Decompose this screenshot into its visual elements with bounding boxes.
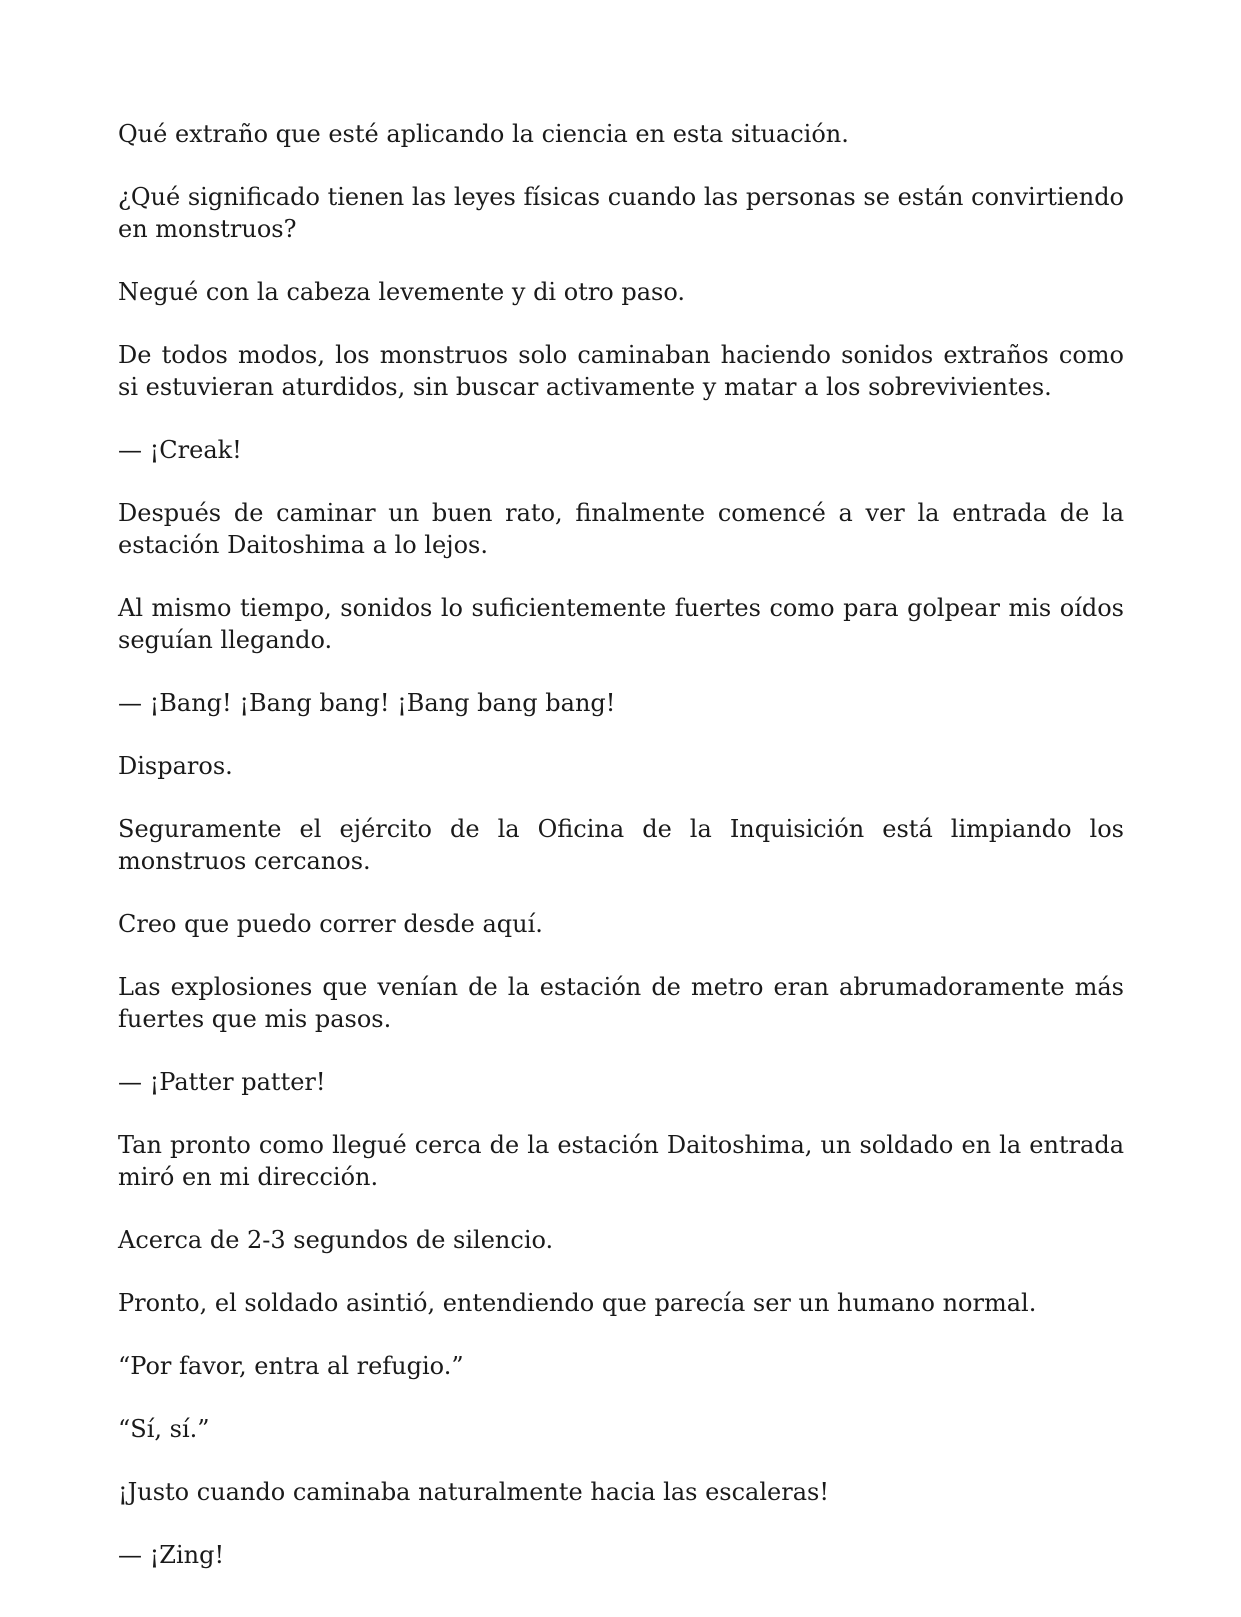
paragraph: Al mismo tiempo, sonidos lo suficientemente fuertes como para golpear mis oídos seguían llegando. bbox=[118, 594, 1124, 654]
paragraph: Acerca de 2-3 segundos de silencio. bbox=[118, 1226, 554, 1254]
sound-effect-line: — ¡Bang! ¡Bang bang! ¡Bang bang bang! bbox=[118, 689, 616, 717]
sound-effect-line: — ¡Patter patter! bbox=[118, 1068, 326, 1096]
paragraph: Después de caminar un buen rato, finalmente comencé a ver la entrada de la estación Daitoshima a lo lejos. bbox=[118, 499, 1124, 559]
paragraph: ¿Qué significado tienen las leyes físicas cuando las personas se están convirtiendo en monstruos? bbox=[118, 183, 1124, 243]
dialogue-line: “Sí, sí.” bbox=[118, 1415, 210, 1443]
paragraph: De todos modos, los monstruos solo caminaban haciendo sonidos extraños como si estuvieran aturdidos, sin buscar activamente y matar a los sobrevivientes. bbox=[118, 341, 1124, 401]
paragraph: Qué extraño que esté aplicando la ciencia en esta situación. bbox=[118, 120, 849, 148]
paragraph: Negué con la cabeza levemente y di otro paso. bbox=[118, 278, 686, 306]
paragraph: ¡Justo cuando caminaba naturalmente hacia las escaleras! bbox=[118, 1478, 829, 1506]
paragraph: Creo que puedo correr desde aquí. bbox=[118, 910, 543, 938]
paragraph: Las explosiones que venían de la estación de metro eran abrumadoramente más fuertes que mis pasos. bbox=[118, 973, 1124, 1033]
sound-effect-line: — ¡Creak! bbox=[118, 436, 242, 464]
sound-effect-line: — ¡Zing! bbox=[118, 1541, 225, 1569]
paragraph: Seguramente el ejército de la Oficina de la Inquisición está limpiando los monstruos cercanos. bbox=[118, 815, 1124, 875]
body-text bbox=[118, 118, 1124, 1602]
paragraph: Tan pronto como llegué cerca de la estación Daitoshima, un soldado en la entrada miró en mi dirección. bbox=[118, 1131, 1124, 1191]
dialogue-line: “Por favor, entra al refugio.” bbox=[118, 1352, 464, 1380]
paragraph: Pronto, el soldado asintió, entendiendo que parecía ser un humano normal. bbox=[118, 1289, 1037, 1317]
paragraph: Disparos. bbox=[118, 752, 233, 780]
